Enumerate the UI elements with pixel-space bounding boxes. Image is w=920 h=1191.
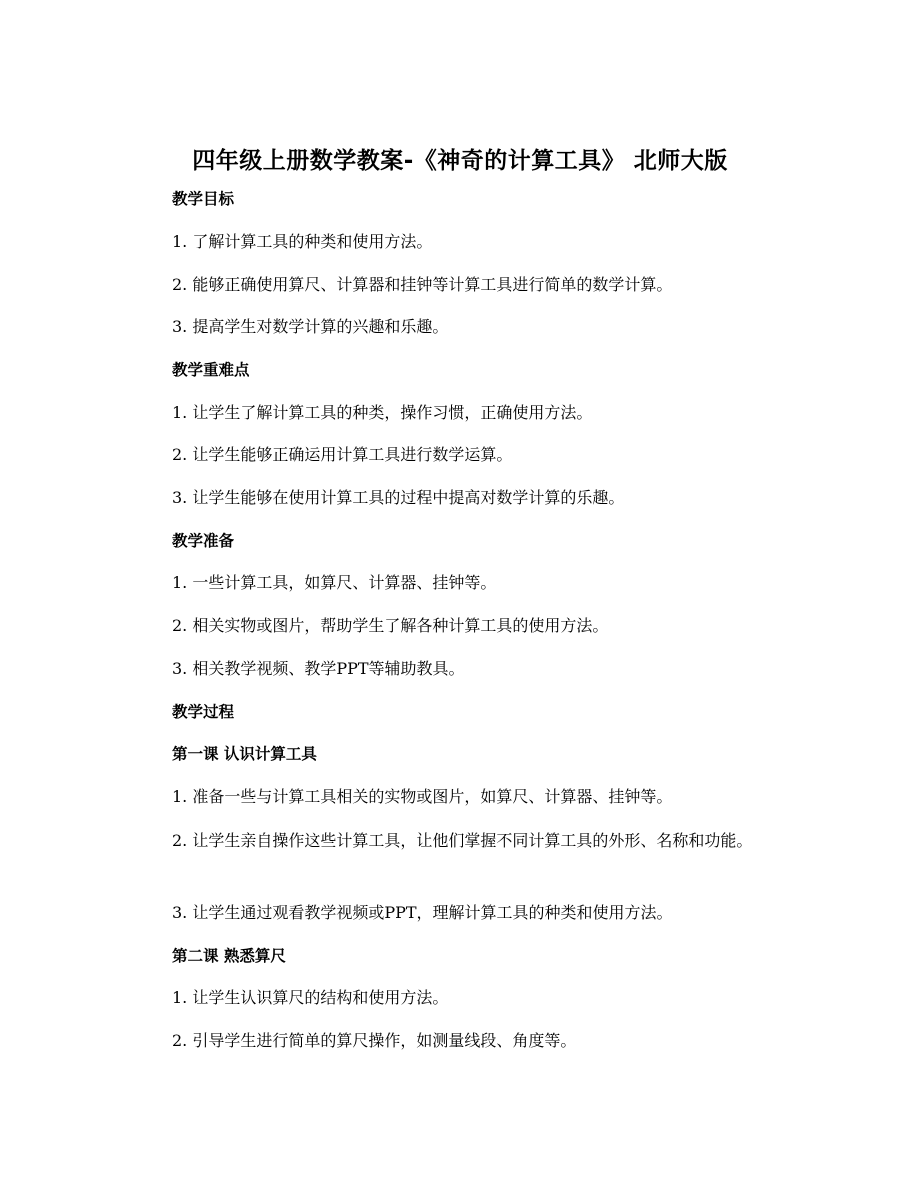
- key-point-item: 2. 让学生能够正确运用计算工具进行数学运算。: [172, 445, 513, 464]
- section-heading-preparation: 教学准备: [172, 532, 235, 550]
- objective-item: 1. 了解计算工具的种类和使用方法。: [172, 232, 433, 251]
- lesson-2-item: 1. 让学生认识算尺的结构和使用方法。: [172, 988, 449, 1007]
- lesson-2-item: 2. 引导学生进行简单的算尺操作，如测量线段、角度等。: [172, 1031, 577, 1050]
- section-heading-process: 教学过程: [172, 703, 235, 721]
- lesson-1-item: 2. 让学生亲自操作这些计算工具，让他们掌握不同计算工具的外形、名称和功能。: [172, 831, 753, 850]
- key-point-item: 1. 让学生了解计算工具的种类，操作习惯，正确使用方法。: [172, 403, 593, 422]
- objective-item: 2. 能够正确使用算尺、计算器和挂钟等计算工具进行简单的数学计算。: [172, 275, 673, 294]
- lesson-1-item: 1. 准备一些与计算工具相关的实物或图片，如算尺、计算器、挂钟等。: [172, 787, 673, 806]
- document-title: 四年级上册数学教案-《神奇的计算工具》 北师大版: [192, 148, 728, 174]
- objective-item: 3. 提高学生对数学计算的兴趣和乐趣。: [172, 317, 449, 336]
- lesson-1-item: 3. 让学生通过观看教学视频或PPT，理解计算工具的种类和使用方法。: [172, 903, 673, 922]
- preparation-item: 1. 一些计算工具，如算尺、计算器、挂钟等。: [172, 573, 497, 592]
- preparation-item: 2. 相关实物或图片，帮助学生了解各种计算工具的使用方法。: [172, 616, 609, 635]
- lesson-heading-1: 第一课 认识计算工具: [172, 745, 317, 763]
- section-heading-key-points: 教学重难点: [172, 361, 250, 379]
- section-heading-objectives: 教学目标: [172, 190, 235, 208]
- key-point-item: 3. 让学生能够在使用计算工具的过程中提高对数学计算的乐趣。: [172, 488, 625, 507]
- lesson-heading-2: 第二课 熟悉算尺: [172, 947, 286, 965]
- preparation-item: 3. 相关教学视频、教学PPT等辅助教具。: [172, 659, 465, 678]
